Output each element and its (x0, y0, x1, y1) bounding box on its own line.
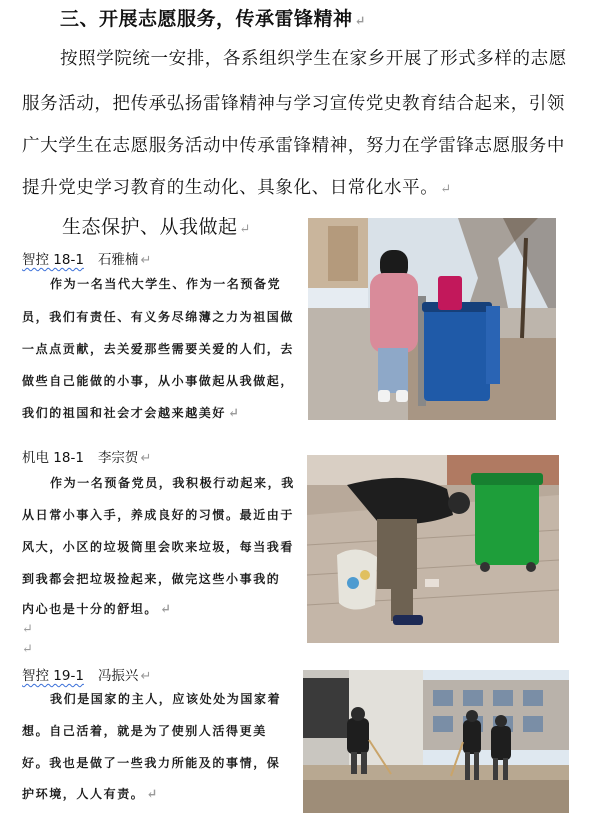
green-bin (475, 479, 539, 565)
student-text-line: 风大，小区的垃圾筒里会吹来垃圾，每当我看 (22, 540, 295, 554)
paragraph-mark: ↵ (22, 642, 33, 657)
student-name: 石雅楠 (97, 252, 139, 268)
class-name: 智控 19-1 (22, 668, 84, 684)
student-text-line: 我们是国家的主人，应该处处为国家着 (50, 692, 282, 706)
blue-bin (424, 306, 490, 401)
student-text-line: 我们的祖国和社会才会越来越美好 ↵ (22, 406, 241, 421)
volunteer-photo (303, 670, 569, 813)
class-name: 机电 18-1 (22, 450, 84, 466)
student-name-line: 智控 19-1 冯振兴 ↵ (22, 668, 152, 684)
student-name-line: 智控 18-1 石雅楠 ↵ (22, 252, 152, 268)
intro-line: 广大学生在志愿服务活动中传承雷锋精神，努力在学雷锋志愿服务中 (22, 136, 565, 156)
student-text-line: 作为一名预备党员，我积极行动起来，我 (50, 476, 295, 490)
student-name-line: 机电 18-1 李宗贺 ↵ (22, 450, 152, 466)
intro-line: 提升党史学习教育的生动化、具象化、日常化水平。 ↵ (22, 178, 452, 198)
intro-line: 按照学院统一安排，各系组织学生在家乡开展了形式多样的志愿 (60, 49, 567, 69)
student-text-line: 想。自己活着，就是为了使别人活得更美 (22, 724, 267, 738)
student-name: 李宗贺 (97, 450, 139, 466)
volunteer-photo (307, 455, 559, 643)
student-text-line: 做些自己能做的小事，从小事做起从我做起， (22, 374, 295, 388)
volunteer-photo (308, 218, 556, 420)
student-text-line: 好。我也是做了一些我力所能及的事情，保 (22, 756, 281, 770)
paragraph-mark: ↵ (22, 622, 33, 637)
subtitle: 生态保护、从我做起 ↵ (62, 216, 251, 238)
section-title: 三、开展志愿服务，传承雷锋精神 ↵ (60, 8, 366, 30)
student-text-line: 到我都会把垃圾捡起来，做完这些小事我的 (22, 572, 281, 586)
student-text-line: 内心也是十分的舒坦。 ↵ (22, 602, 173, 617)
class-name: 智控 18-1 (22, 252, 84, 268)
student-text-line: 员，我们有责任、有义务尽绵薄之力为祖国做 (22, 310, 295, 324)
intro-line: 服务活动，把传承弘扬雷锋精神与学习宣传党史教育结合起来，引领 (22, 94, 565, 114)
student-name: 冯振兴 (97, 668, 139, 684)
student-text-line: 一点点贡献，去关爱那些需要关爱的人们，去 (22, 342, 295, 356)
student-text-line: 作为一名当代大学生、作为一名预备党 (50, 277, 282, 291)
student-text-line: 护环境，人人有责。 ↵ (22, 787, 159, 802)
student-text-line: 从日常小事入手，养成良好的习惯。最近由于 (22, 508, 295, 522)
